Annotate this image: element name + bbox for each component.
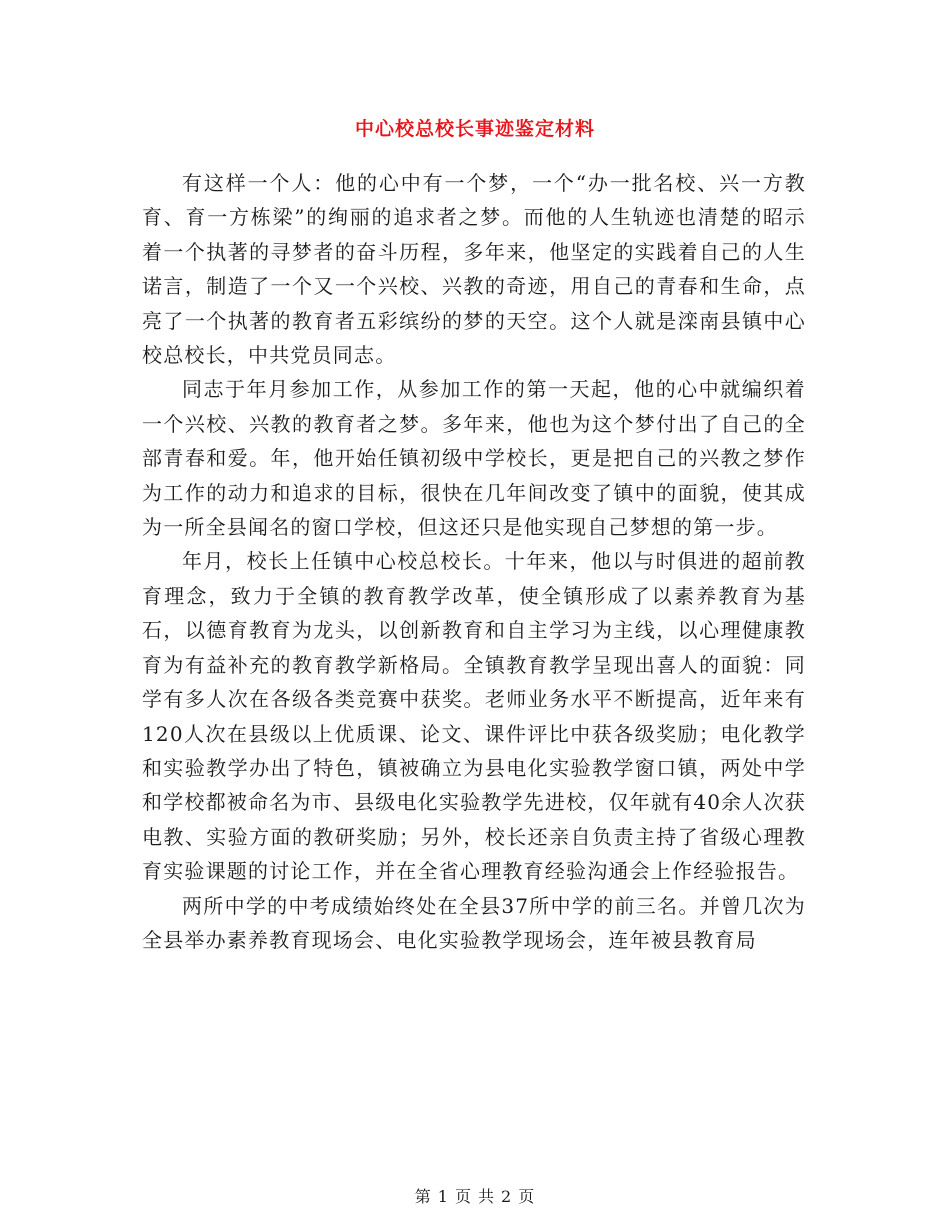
document-title: 中心校总校长事迹鉴定材料 [354,118,595,140]
paragraph-4: 两所中学的中考成绩始终处在全县37所中学的前三名。并曾几次为全县举办素养教育现场会、电化实验教学现场会，连年被县教育局 [142,893,806,952]
paragraph-3: 年月，校长上任镇中心校总校长。十年来，他以与时俱进的超前教育理念，致力于全镇的教育教学改革，使全镇形成了以素养教育为基石，以德育教育为龙头，以创新教育和自主学习为主线，以心理健康教育为有益补充的教育教学新格局。全镇教育教学呈现出喜人的面貌：同学有多人次在各级各类竞赛中获奖。老师业务水平不断提高，近年来有120人次在县级以上优质课、论文、课件评比中获各级奖励；电化教学和实验教学办出了特色，镇被确立为县电化实验教学窗口镇，两处中学和学校都被命名为市、县级电化实验教学先进校，仅年就有40余人次获电教、实验方面的教研奖励；另外，校长还亲自负责主持了省级心理教育实验课题的讨论工作，并在全省心理教育经验沟通会上作经验报告。 [142,549,806,884]
footer-total-word: 共 [478,1187,496,1206]
document-body [142,166,806,957]
footer-prefix: 第 [414,1187,432,1206]
footer-page-word: 页 [454,1187,472,1206]
footer-suffix: 页 [518,1187,536,1206]
footer-page-number: 1 [437,1187,449,1206]
page-footer [0,1184,950,1207]
footer-total-pages: 2 [501,1187,513,1206]
paragraph-1: 有这样一个人：他的心中有一个梦，一个“办一批名校、兴一方教育、育一方栋梁”的绚丽的追求者之梦。而他的人生轨迹也清楚的昭示着一个执著的寻梦者的奋斗历程，多年来，他坚定的实践着自己的人生诺言，制造了一个又一个兴校、兴教的奇迹，用自己的青春和生命，点亮了一个执著的教育者五彩缤纷的梦的天空。这个人就是滦南县镇中心校总校长，中共党员同志。 [142,171,806,368]
paragraph-2: 同志于年月参加工作，从参加工作的第一天起，他的心中就编织着一个兴校、兴教的教育者之梦。多年来，他也为这个梦付出了自己的全部青春和爱。年，他开始任镇初级中学校长，更是把自己的兴教之梦作为工作的动力和追求的目标，很快在几年间改变了镇中的面貌，使其成为一所全县闻名的窗口学校，但这还只是他实现自己梦想的第一步。 [142,377,806,540]
